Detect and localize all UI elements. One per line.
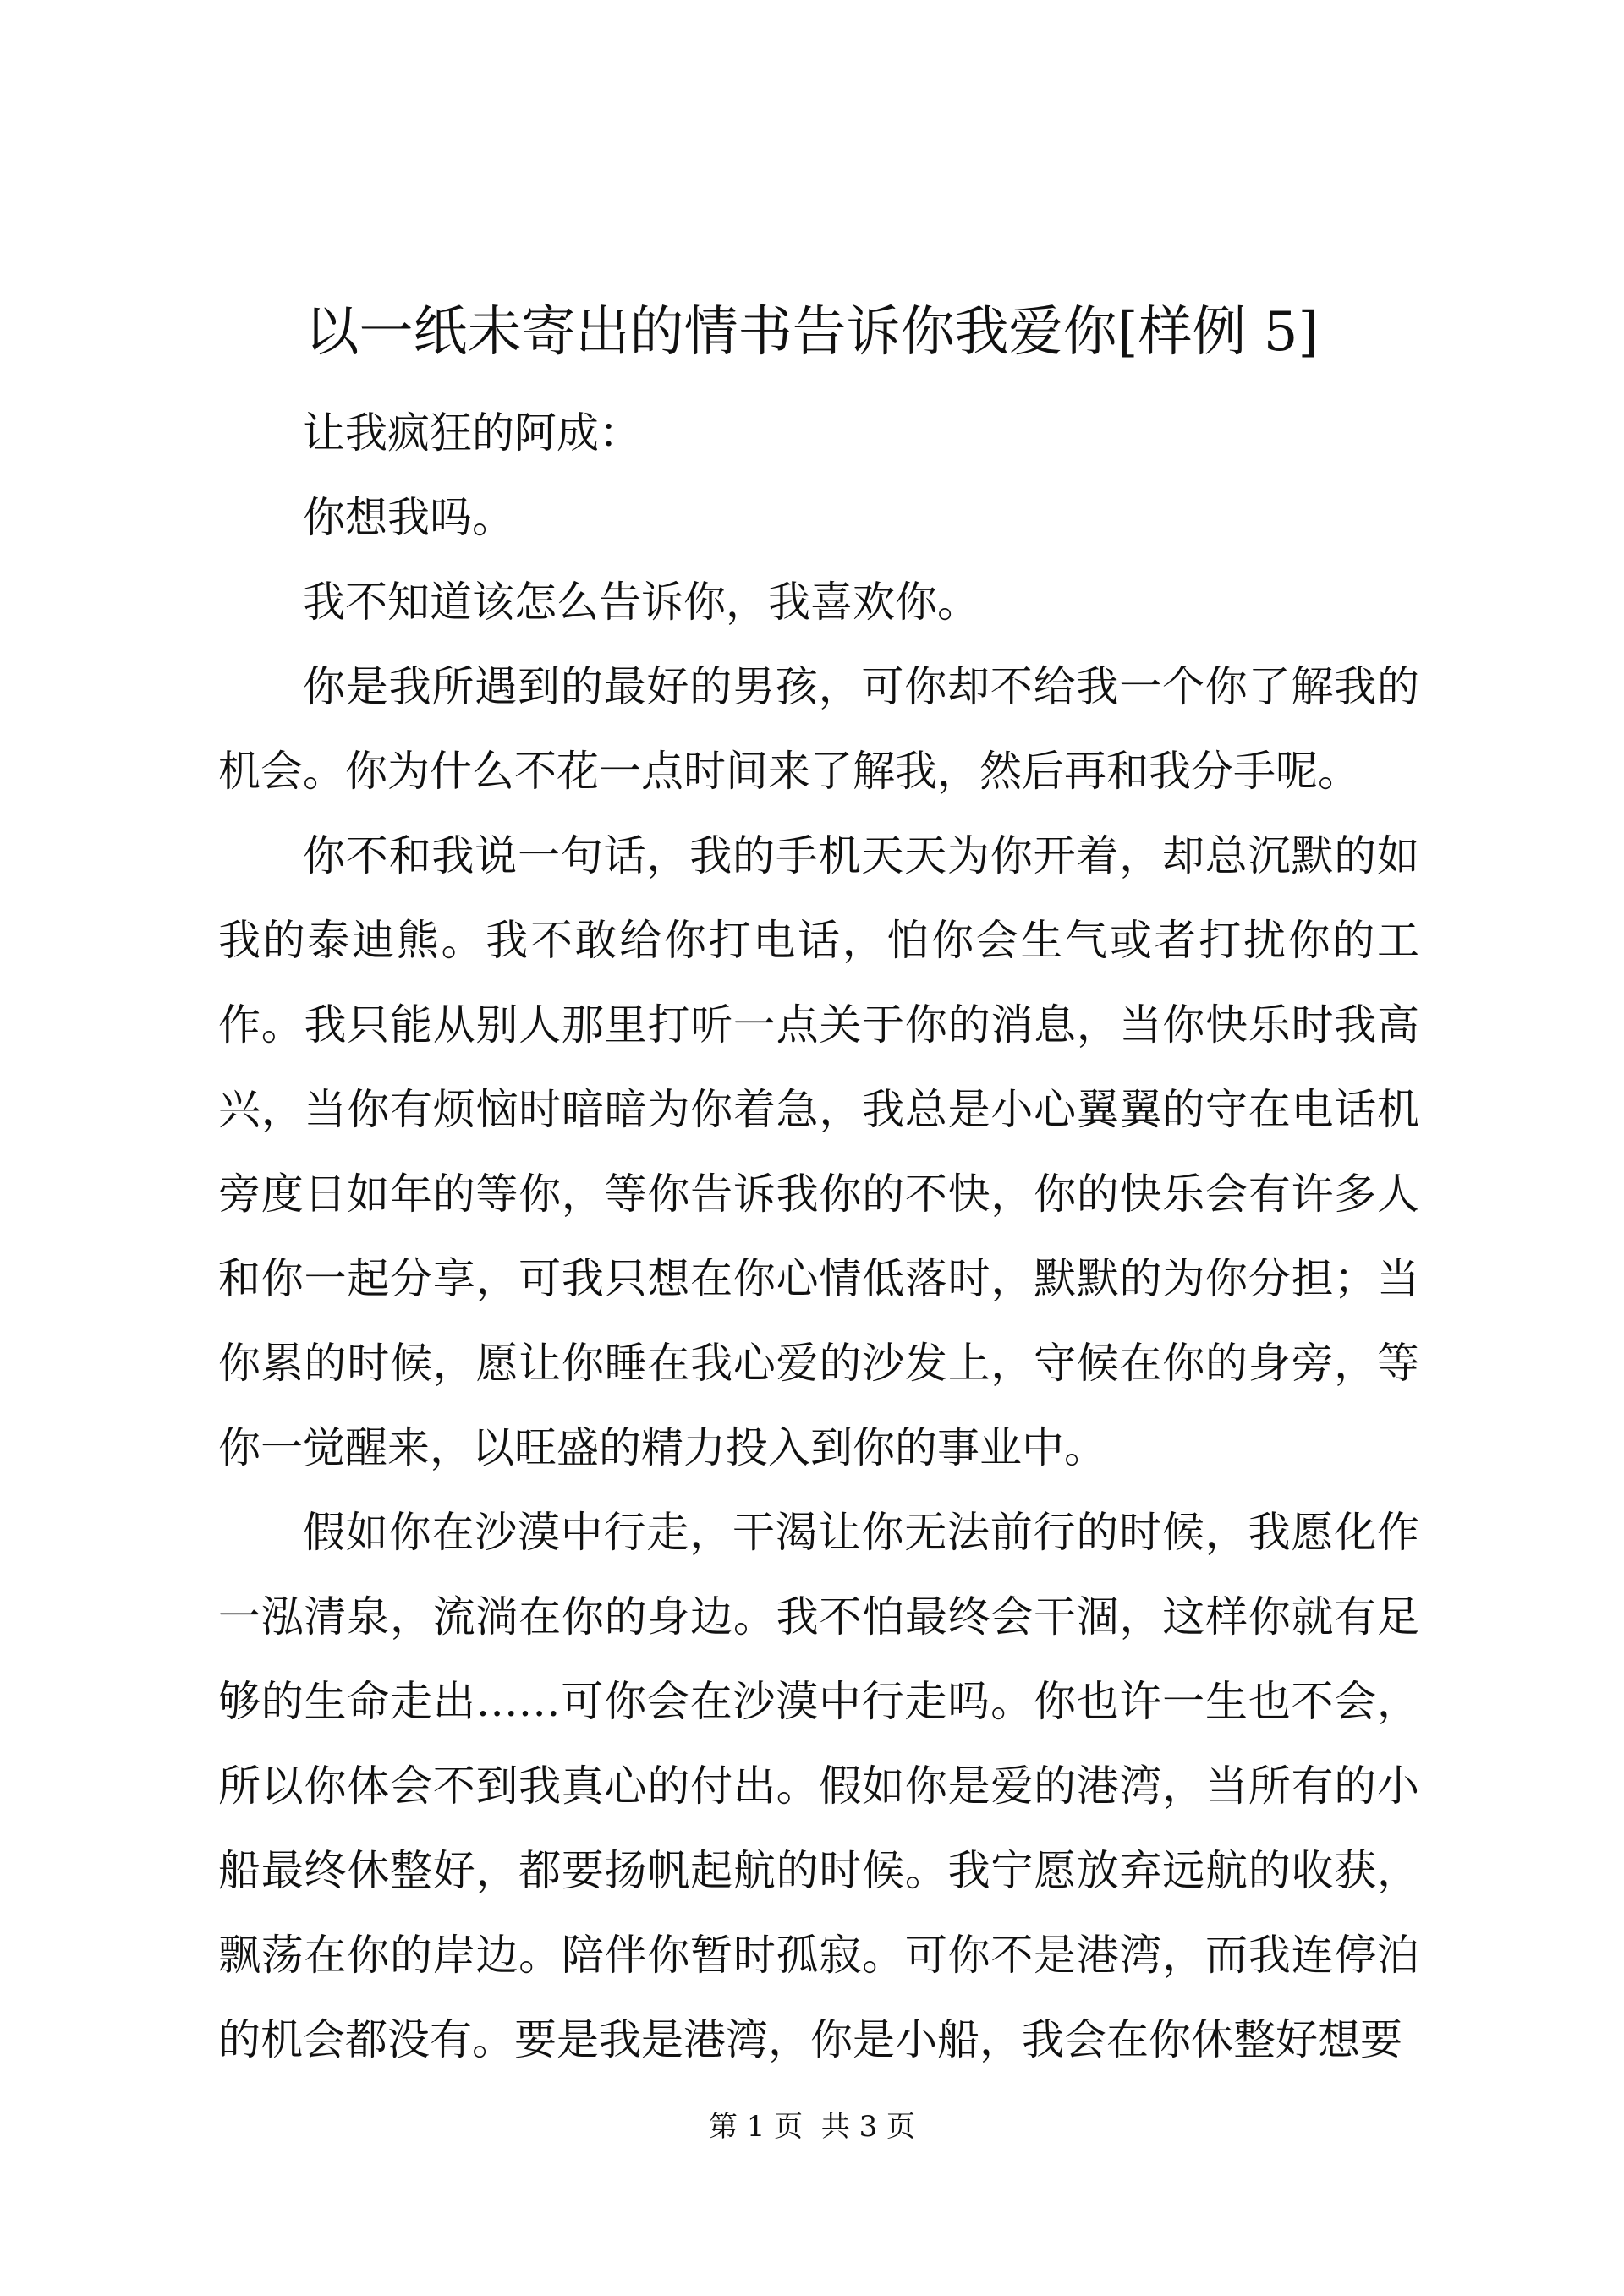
page-number-label: 第 1 页 共 3 页: [708, 2110, 916, 2144]
paragraph: 你是我所遇到的最好的男孩，可你却不给我一个你了解我的机会。你为什么不花一点时间来了解我，然后再和我分手呢。: [218, 662, 1419, 796]
paragraph: 我不知道该怎么告诉你，我喜欢你。: [303, 578, 979, 627]
paragraph: 假如你在沙漠中行走，干渴让你无法前行的时候，我愿化作一泓清泉，流淌在你的身边。我不怕最终会干涸，这样你就有足够的生命走出……可你会在沙漠中行走吗。你也许一生也不会，所以你体会不到我真心的付出。假如你是爱的港湾，当所有的小船最终休整好，都要扬帆起航的时候。我宁愿放弃远航的收获，飘荡在你的岸边。陪伴你暂时孤寂。可你不是港湾，而我连停泊的机会都没有。要是我是港湾，你是小船，我会在你休整好想要: [218, 1508, 1419, 2064]
paragraph: 你不和我说一句话，我的手机天天为你开着，却总沉默的如我的泰迪熊。我不敢给你打电话，怕你会生气或者打扰你的工作。我只能从别人那里打听一点关于你的消息，当你快乐时我高兴，当你有烦恼时暗暗为你着急，我总是小心翼翼的守在电话机旁度日如年的等你，等你告诉我你的不快，你的快乐会有许多人和你一起分享，可我只想在你心情低落时，默默的为你分担；当你累的时候，愿让你睡在我心爱的沙发上，守候在你的身旁，等你一觉醒来，以旺盛的精力投入到你的事业中。: [218, 831, 1419, 1472]
document-title: 以一纸未寄出的情书告诉你我爱你[样例 5]: [304, 301, 1320, 364]
salutation-paragraph: 让我疯狂的阿成：: [303, 408, 641, 458]
document-body: [218, 391, 1419, 2082]
page-footer: [0, 2106, 1624, 2148]
paragraph: 你想我吗。: [303, 493, 514, 542]
